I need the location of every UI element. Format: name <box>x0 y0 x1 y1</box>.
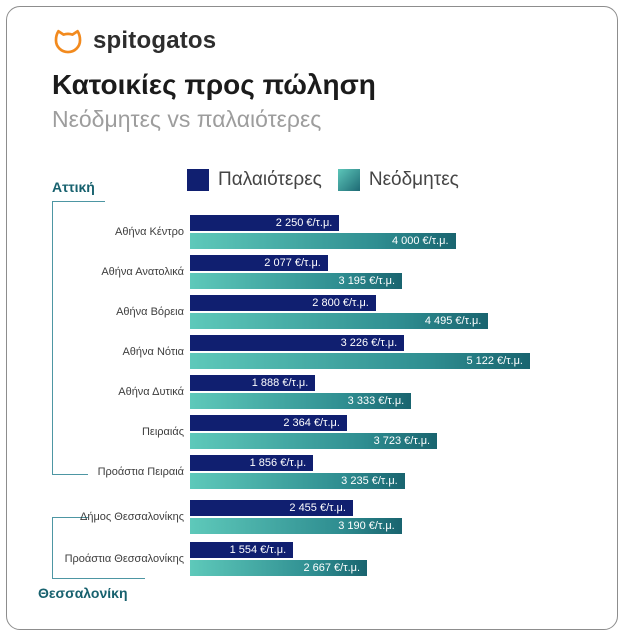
chart-row <box>0 292 624 332</box>
row-label: Αθήνα Κέντρο <box>115 225 184 238</box>
chart-row <box>0 252 624 292</box>
bar-old <box>190 455 313 471</box>
bar-pair <box>190 295 530 329</box>
legend-item-old <box>187 169 322 191</box>
row-label: Προάστια Θεσσαλονίκης <box>64 552 184 565</box>
bar-new <box>190 473 405 489</box>
row-label: Δήμος Θεσσαλονίκης <box>80 510 184 523</box>
bar-value-old: 1 554 €/τ.μ. <box>229 544 287 556</box>
bar-old <box>190 500 353 516</box>
bar-value-new: 3 235 €/τ.μ. <box>341 475 398 487</box>
bar-new <box>190 518 402 534</box>
bar-value-old: 1 888 €/τ.μ. <box>251 377 309 389</box>
group-label-thessaloniki: Θεσσαλονίκη <box>38 585 128 601</box>
bar-value-old: 3 226 €/τ.μ. <box>340 337 398 349</box>
bar-old <box>190 375 315 391</box>
chart-row <box>0 332 624 372</box>
bar-value-new: 5 122 €/τ.μ. <box>466 355 523 367</box>
bar-value-new: 3 195 €/τ.μ. <box>338 275 396 287</box>
bar-new <box>190 393 411 409</box>
bar-value-old: 2 250 €/τ.μ. <box>275 217 333 229</box>
brand-name: spitogatos <box>93 27 217 54</box>
legend-label-new: Νεόδμητες <box>368 169 459 190</box>
chart-row <box>0 538 624 580</box>
row-label: Πειραιάς <box>141 425 184 438</box>
bar-pair <box>190 255 530 289</box>
bar-value-old: 1 856 €/τ.μ. <box>249 457 307 469</box>
chart-row <box>0 452 624 492</box>
cat-icon <box>52 28 84 55</box>
bar-new <box>190 273 402 289</box>
legend-item-new <box>338 169 459 191</box>
bar-value-old: 2 364 €/τ.μ. <box>283 417 340 429</box>
row-label: Αθήνα Βόρεια <box>116 305 184 318</box>
bar-pair <box>190 542 530 576</box>
bar-pair <box>190 335 530 369</box>
bar-chart <box>0 212 624 580</box>
row-label: Αθήνα Ανατολικά <box>101 265 184 278</box>
bar-old <box>190 295 376 311</box>
bar-value-new: 3 333 €/τ.μ. <box>347 395 405 407</box>
row-label: Προάστια Πειραιά <box>97 465 184 478</box>
bar-old <box>190 415 347 431</box>
bar-old <box>190 255 328 271</box>
bar-value-new: 4 000 €/τ.μ. <box>391 235 449 247</box>
bar-pair <box>190 455 530 489</box>
bar-pair <box>190 215 530 249</box>
legend-swatch-new <box>338 169 360 191</box>
bar-new <box>190 313 488 329</box>
bar-value-new: 4 495 €/τ.μ. <box>424 315 482 327</box>
row-label: Αθήνα Νότια <box>122 345 184 358</box>
bar-value-new: 3 723 €/τ.μ. <box>373 435 431 447</box>
bar-new <box>190 560 367 576</box>
bar-value-old: 2 455 €/τ.μ. <box>289 502 346 514</box>
bar-pair <box>190 375 530 409</box>
bar-new <box>190 433 437 449</box>
chart-row <box>0 372 624 412</box>
chart-row <box>0 496 624 538</box>
bracket-attiki-underline <box>52 201 105 202</box>
bar-value-new: 3 190 €/τ.μ. <box>338 520 395 532</box>
bar-pair <box>190 415 530 449</box>
chart-row <box>0 412 624 452</box>
bar-old <box>190 215 339 231</box>
bar-old <box>190 542 293 558</box>
brand-logo <box>52 27 216 55</box>
group-label-attiki: Αττική <box>52 179 95 195</box>
bar-new <box>190 233 456 249</box>
row-label: Αθήνα Δυτικά <box>118 385 184 398</box>
page-title: Κατοικίες προς πώληση <box>52 69 376 100</box>
chart-row <box>0 212 624 252</box>
legend-swatch-old <box>187 169 209 191</box>
legend-label-old: Παλαιότερες <box>218 169 322 190</box>
bar-new <box>190 353 530 369</box>
chart-legend <box>187 169 459 191</box>
bar-old <box>190 335 404 351</box>
bar-value-old: 2 800 €/τ.μ. <box>312 297 369 309</box>
bar-value-new: 2 667 €/τ.μ. <box>303 562 361 574</box>
bar-value-old: 2 077 €/τ.μ. <box>264 257 321 269</box>
bar-pair <box>190 500 530 534</box>
page-subtitle: Νεόδμητες vs παλαιότερες <box>52 106 322 132</box>
